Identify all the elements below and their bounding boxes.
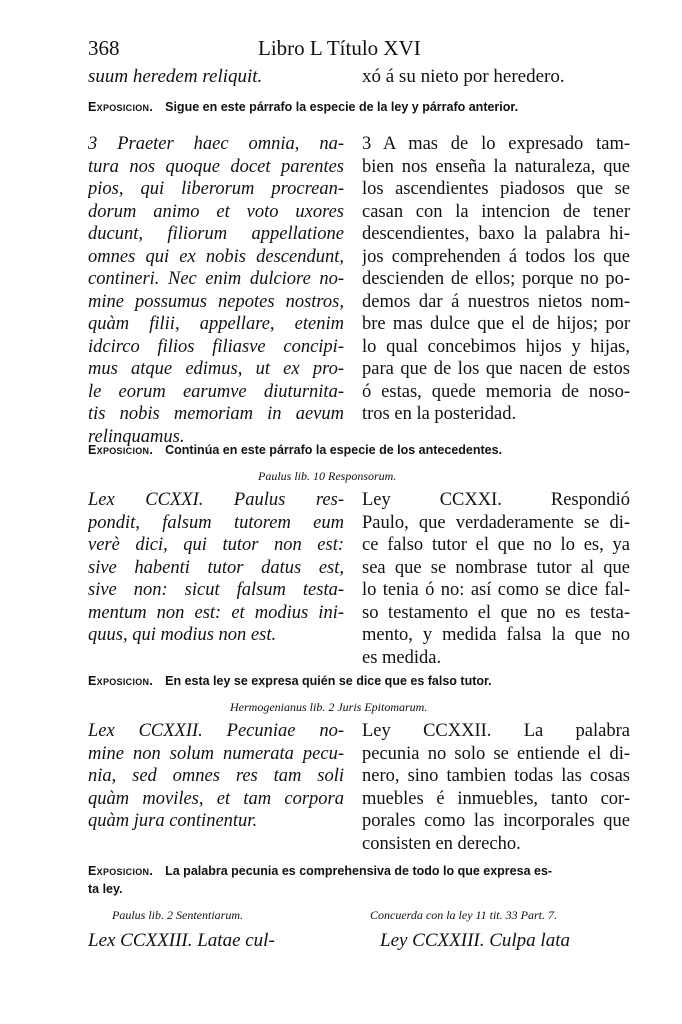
spanish-text-line: lo tenia ó no: así como se dice fal- [362, 580, 630, 600]
latin-lex-221 [88, 489, 344, 647]
concordance-note: Concuerda con la ley 11 tit. 33 Part. 7. [370, 908, 557, 922]
exposicion-text: Sigue en este párrafo la especie de la ley y párrafo anterior. [165, 100, 519, 114]
exposicion-label: Exposicion. [88, 864, 154, 878]
spanish-text-line: bien nos enseña la naturaleza, que [362, 156, 630, 177]
exposicion-note-2 [88, 441, 502, 459]
latin-text-line: 3 Praeter haec omnia, na- [88, 134, 344, 154]
exposicion-text: La palabra pecunia es comprehensiva de todo lo que expresa es- [165, 864, 553, 878]
spanish-text-line: Ley CCXXII. La palabra [362, 721, 630, 741]
exposicion-text: En esta ley se expresa quién se dice que es falso tutor. [165, 674, 492, 688]
spanish-paragraph-3 [362, 133, 630, 426]
latin-lex-222 [88, 720, 344, 833]
exposicion-label: Exposicion. [88, 100, 154, 114]
latin-text-line: sive non: sicut falsum testa- [88, 580, 344, 600]
latin-text-line: omnes qui ex nobis descendunt, [88, 246, 344, 267]
spanish-text-line: sea que se nombrase tutor al que [362, 557, 630, 578]
spanish-text-line: 3 A mas de lo expresado tam- [362, 134, 630, 154]
latin-text-line: mentum non est: et modius ini- [88, 602, 344, 623]
exposicion-label: Exposicion. [88, 443, 154, 457]
latin-text-line: mus atque edimus, ut ex pro- [88, 359, 344, 379]
latin-lex-223-start: Lex CCXXIII. Latae cul- [88, 930, 275, 951]
spanish-text-line: jos comprehenden á todos los que [362, 246, 630, 267]
latin-continuation-line: suum heredem reliquit. [88, 66, 263, 87]
spanish-text-line: para que de los que nacen de estos [362, 359, 630, 379]
spanish-text-line: muebles é inmuebles, tanto cor- [362, 788, 630, 809]
exposicion-text-continued: ta ley. [88, 882, 123, 896]
page-number: 368 [88, 36, 120, 60]
exposicion-note-1 [88, 98, 518, 116]
latin-text-line: quàm filii, appellare, etenim [88, 314, 344, 334]
latin-text-line: ducunt, filiorum appellatione [88, 224, 344, 244]
latin-text-line: pondit, falsum tutorem eum [88, 512, 344, 533]
latin-text-line: quàm moviles, et tam corpora [88, 788, 344, 809]
latin-text-line: idcirco filios filiasve concipi- [88, 336, 344, 357]
latin-text-line: mine non solum numerata pecu- [88, 743, 344, 764]
spanish-ley-223-start: Ley CCXXIII. Culpa lata [380, 930, 570, 951]
spanish-text-line: ó estas, quede memoria de noso- [362, 381, 630, 402]
exposicion-text: Continúa en este párrafo la especie de los antecedentes. [165, 443, 503, 457]
latin-text-line: quus, qui modius non est. [88, 625, 277, 645]
spanish-continuation-line: xó á su nieto por heredero. [362, 66, 565, 87]
latin-paragraph-3 [88, 133, 344, 448]
spanish-text-line: so testamento el que no es testa- [362, 602, 630, 623]
latin-text-line: verè dici, qui tutor non est: [88, 535, 344, 555]
latin-text-line: Lex CCXXI. Paulus res- [88, 490, 344, 510]
latin-text-line: pios, qui liberorum procrean- [88, 179, 344, 199]
spanish-text-line: tros en la posteridad. [362, 404, 517, 424]
spanish-text-line: demos dar á nuestros nietos nom- [362, 291, 630, 312]
spanish-text-line: nero, sino tambien todas las cosas [362, 766, 630, 786]
latin-text-line: dorum animo et voto uxores [88, 201, 344, 222]
spanish-text-line: los ascendientes piadosos que se [362, 179, 630, 199]
spanish-text-line: lo qual concebimos hijos y hijas, [362, 336, 630, 357]
latin-text-line: contineri. Nec enim dulciore no- [88, 269, 344, 289]
spanish-text-line: descienden de ellos; porque no po- [362, 269, 630, 289]
spanish-text-line: mento, y medida falsa la que no [362, 625, 630, 645]
spanish-text-line: bre mas dulce que el de hijos; por [362, 314, 630, 334]
spanish-ley-222 [362, 720, 630, 855]
running-title: Libro L Título XVI [258, 36, 421, 60]
source-citation-hermogenianus: Hermogenianus lib. 2 Juris Epitomarum. [230, 700, 428, 714]
spanish-text-line: porales como las incorporales que [362, 811, 630, 831]
latin-text-line: tura nos quoque docet parentes [88, 156, 344, 177]
spanish-ley-221 [362, 489, 630, 669]
latin-text-line: mine possumus nepotes nostros, [88, 291, 344, 312]
spanish-text-line: casan con la intencion de tener [362, 201, 630, 222]
source-citation-paulus-sententiarum: Paulus lib. 2 Sententiarum. [112, 908, 243, 922]
spanish-text-line: Ley CCXXI. Respondió [362, 490, 630, 510]
spanish-text-line: pecunia no solo se entiende el di- [362, 743, 630, 764]
spanish-text-line: descendientes, baxo la palabra hi- [362, 224, 630, 244]
exposicion-note-3 [88, 672, 492, 690]
spanish-text-line: ce falso tutor el que no lo es, ya [362, 535, 630, 555]
latin-text-line: le eorum earumve diuturnita- [88, 381, 344, 402]
source-citation-paulus-responsorum: Paulus lib. 10 Responsorum. [258, 469, 397, 483]
latin-text-line: relinquamus. [88, 426, 185, 447]
latin-text-line: tis nobis memoriam in aevum [88, 404, 344, 424]
exposicion-note-4 [88, 862, 628, 898]
spanish-text-line: es medida. [362, 647, 442, 668]
latin-text-line: Lex CCXXII. Pecuniae no- [88, 721, 344, 741]
latin-text-line: quàm jura continentur. [88, 811, 258, 831]
latin-text-line: sive habenti tutor datus est, [88, 557, 344, 578]
exposicion-label: Exposicion. [88, 674, 154, 688]
spanish-text-line: Paulo, que verdaderamente se di- [362, 512, 630, 533]
spanish-text-line: consisten en derecho. [362, 833, 521, 854]
latin-text-line: nia, sed omnes res tam soli [88, 766, 344, 786]
